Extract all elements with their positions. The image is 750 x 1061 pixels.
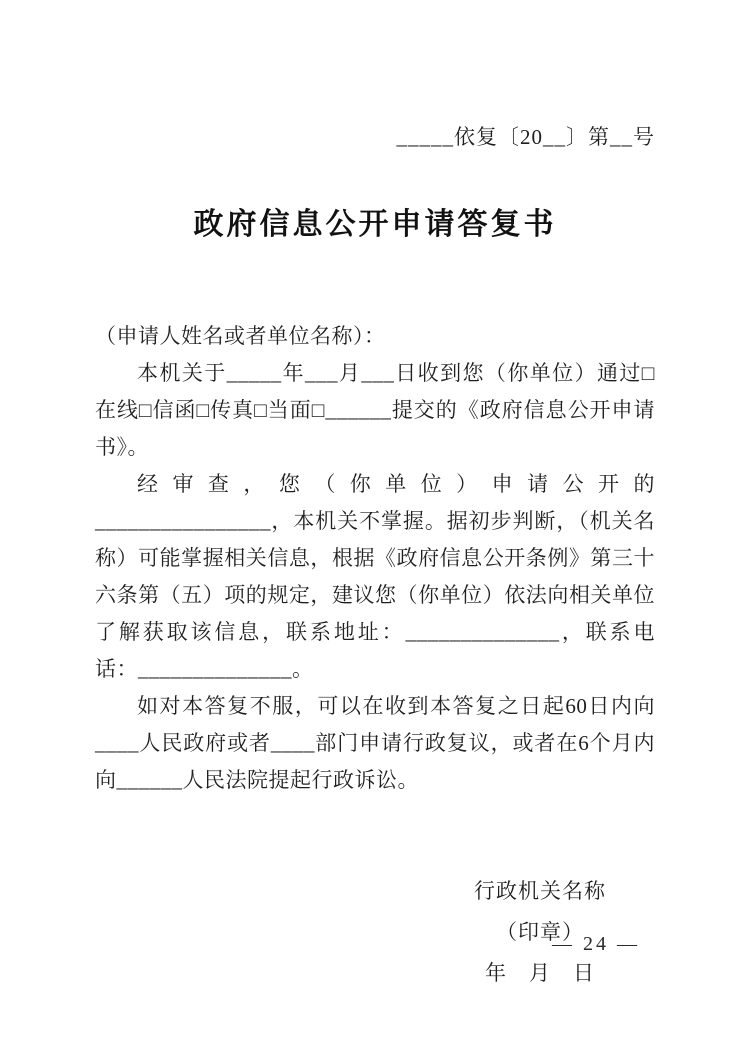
paragraph-receipt: 本机关于_____年___月___日收到您（你单位）通过□在线□信函□传真□当面□______提交的《政府信息公开申请书》。 bbox=[95, 361, 655, 459]
paragraph-appeal-rights: 如对本答复不服，可以在收到本答复之日起60日内向____人民政府或者____部门申请行政复议，或者在6个月内向______人民法院提起行政诉讼。 bbox=[95, 694, 655, 792]
document-body bbox=[95, 318, 655, 799]
reference-number: _____依复〔20__〕第__号 bbox=[396, 125, 655, 149]
agency-name-line: 行政机关名称 bbox=[474, 879, 606, 903]
salutation-line: （申请人姓名或者单位名称）： bbox=[95, 324, 386, 348]
paragraph-review-result: 经审查，您（你单位）申请公开的________________，本机关不掌握。据初步判断，（机关名称）可能掌握相关信息，根据《政府信息公开条例》第三十六条第（五）项的规定，建议您（你单位）依法向相关单位了解获取该信息，联系地址：______________，联系电话：______________。 bbox=[95, 472, 655, 681]
document-title: 政府信息公开申请答复书 bbox=[193, 208, 557, 241]
page-number: — 24 — bbox=[552, 933, 640, 955]
date-line: 年 月 日 bbox=[485, 961, 595, 985]
seal-label: （印章） bbox=[496, 920, 584, 944]
